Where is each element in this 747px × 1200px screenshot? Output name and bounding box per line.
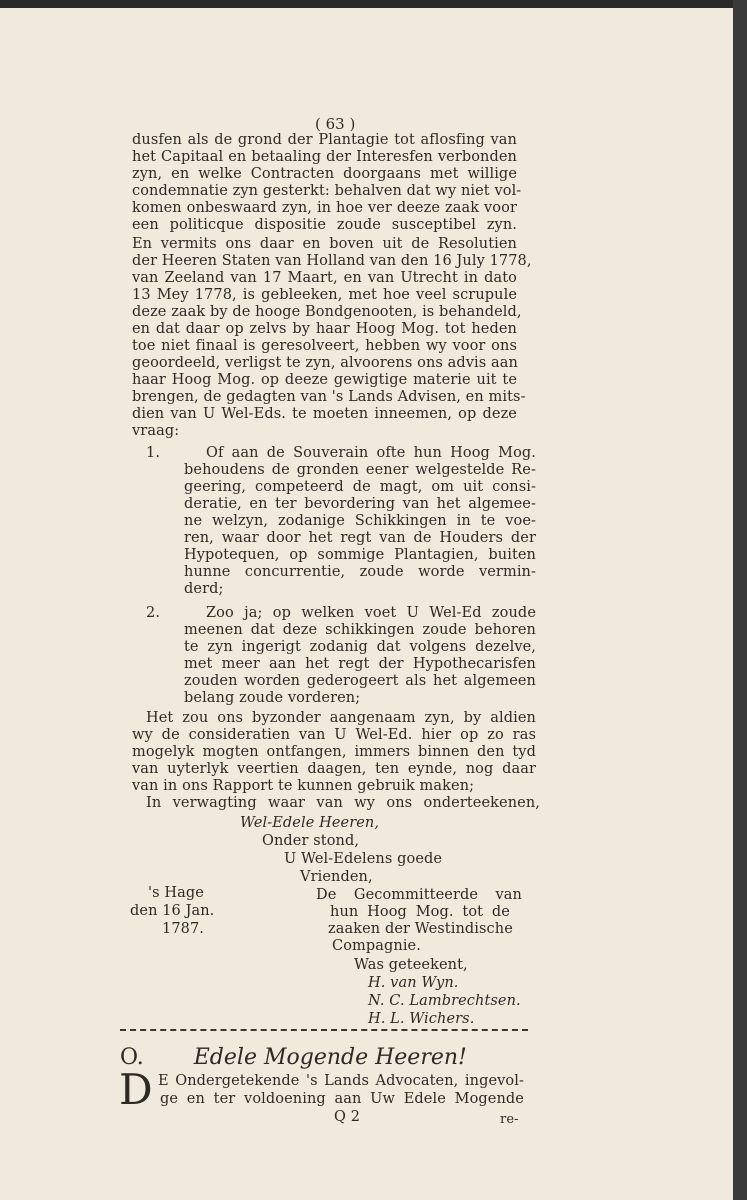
question-number: 1. — [146, 445, 161, 461]
text-line: haar Hoog Mog. op deeze gewigtige materie uit te — [132, 372, 517, 388]
committee-line: hun Hoog Mog. tot de — [330, 904, 510, 920]
text-line: meenen dat deze schikkingen zoude behoren — [184, 622, 536, 638]
text-line: 13 Mey 1778, is gebleeken, met hoe veel scrupule — [132, 287, 517, 303]
committee-line: Compagnie. — [332, 938, 421, 954]
text-line: deze zaak by de hooge Bondgenooten, is behandeld, — [132, 304, 522, 320]
text-line: condemnatie zyn gesterkt: behalven dat wy niet vol- — [132, 183, 522, 199]
right-border — [733, 0, 747, 1200]
text-line: geering, competeerd de magt, om uit consi- — [184, 479, 536, 495]
text-line: te zyn ingerigt zodanig dat volgens dezelve, — [184, 639, 536, 655]
text-line: zouden worden gederogeert als het algemeen — [184, 673, 536, 689]
closing-line: Onder stond, — [262, 833, 360, 849]
text-line: derd; — [184, 581, 224, 597]
text-line: Het zou ons byzonder aangenaam zyn, by aldien — [146, 710, 536, 726]
text-line: E Ondergetekende 's Lands Advocaten, ingevol- — [158, 1073, 524, 1089]
text-line: vraag: — [132, 423, 180, 439]
signed-label: Was geteekent, — [354, 957, 468, 973]
text-line: dien van U Wel-Eds. te moeten inneemen, op deze — [132, 406, 517, 422]
text-line: geoordeeld, verligst te zyn, alvoorens ons advis aan — [132, 355, 518, 371]
text-line: belang zoude vorderen; — [184, 690, 361, 706]
year: 1787. — [162, 921, 205, 937]
signatory: H. van Wyn. — [368, 975, 459, 991]
text-line: Zoo ja; op welken voet U Wel-Ed zoude — [206, 605, 536, 621]
text-line: In verwagting waar van wy ons onderteekenen, — [146, 795, 540, 811]
text-line: een politicque dispositie zoude susceptibel zyn. — [132, 217, 517, 233]
text-line: hunne concurrentie, zoude worde vermin- — [184, 564, 536, 580]
text-line: Hypotequen, op sommige Plantagien, buiten — [184, 547, 536, 563]
committee-line: De Gecommitteerde van — [316, 887, 522, 903]
text-line: der Heeren Staten van Holland van den 16 July 1778, — [132, 253, 532, 269]
signatory: H. L. Wichers. — [368, 1011, 475, 1027]
text-line: komen onbeswaard zyn, in hoe ver deeze zaak voor — [132, 200, 517, 216]
text-line: En vermits ons daar en boven uit de Resolutien — [132, 236, 517, 252]
text-line: toe niet finaal is geresolveert, hebben wy voor ons — [132, 338, 517, 354]
signature-mark: Q 2 — [334, 1109, 361, 1125]
text-line: van Zeeland van 17 Maart, en van Utrecht in dato — [132, 270, 517, 286]
committee-line: zaaken der Westindische — [328, 921, 513, 937]
text-line: het Capitaal en betaaling der Interesfen verbonden — [132, 149, 517, 165]
section-divider — [120, 1029, 528, 1031]
text-line: Of aan de Souverain ofte hun Hoog Mog. — [206, 445, 536, 461]
text-line: ren, waar door het regt van de Houders der — [184, 530, 536, 546]
salutation: Wel-Edele Heeren, — [240, 815, 380, 831]
date: den 16 Jan. — [130, 903, 215, 919]
text-line: wy de consideratien van U Wel-Ed. hier op zo ras — [132, 727, 536, 743]
text-line: mogelyk mogten ontfangen, immers binnen den tyd — [132, 744, 536, 760]
closing-line: Vrienden, — [300, 869, 373, 885]
page-number: ( 63 ) — [315, 115, 356, 133]
text-line: ne welzyn, zodanige Schikkingen in te voe- — [184, 513, 536, 529]
text-line: van in ons Rapport te kunnen gebruik maken; — [132, 778, 475, 794]
drop-cap: D — [119, 1065, 153, 1114]
catchword: re- — [500, 1112, 519, 1127]
text-block — [130, 132, 540, 1032]
text-line: van uyterlyk veertien daagen, ten eynde, nog daar — [132, 761, 536, 777]
text-line: brengen, de gedagten van 's Lands Advisen, en mits- — [132, 389, 526, 405]
section-title: Edele Mogende Heeren! — [193, 1045, 467, 1070]
text-line: dusfen als de grond der Plantagie tot aflosfing van — [132, 132, 517, 148]
signatory: N. C. Lambrechtsen. — [368, 993, 521, 1009]
text-line: met meer aan het regt der Hypothecarisfen — [184, 656, 536, 672]
text-line: zyn, en welke Contracten doorgaans met willige — [132, 166, 517, 182]
top-border — [0, 0, 747, 8]
book-page — [0, 8, 733, 1200]
text-line: en dat daar op zelvs by haar Hoog Mog. tot heden — [132, 321, 517, 337]
question-number: 2. — [146, 605, 161, 621]
section-heading — [120, 1045, 540, 1071]
closing-line: U Wel-Edelens goede — [284, 851, 443, 867]
section-marker: O. — [120, 1045, 144, 1070]
place: 's Hage — [148, 885, 204, 901]
text-line: ge en ter voldoening aan Uw Edele Mogende — [160, 1091, 524, 1107]
text-line: behoudens de gronden eener welgestelde Re- — [184, 462, 536, 478]
text-line: deratie, en ter bevordering van het algemee- — [184, 496, 536, 512]
